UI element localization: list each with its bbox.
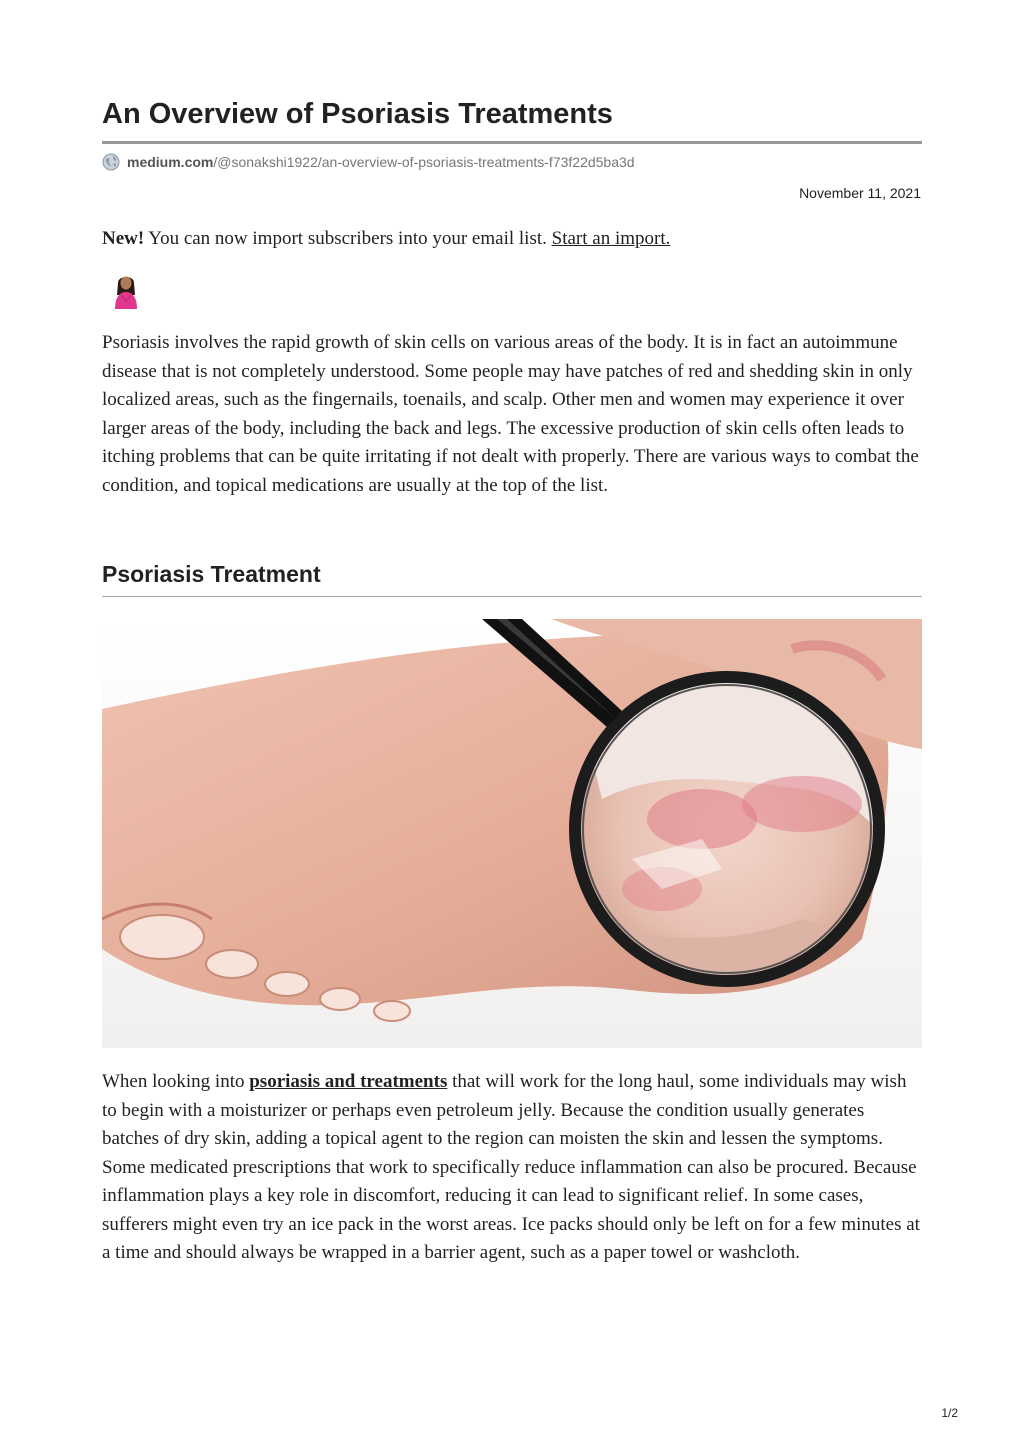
publish-date: November 11, 2021 xyxy=(799,185,921,201)
section-heading: Psoriasis Treatment xyxy=(102,561,321,587)
start-import-link[interactable]: Start an import. xyxy=(551,228,671,249)
source-link[interactable] xyxy=(102,152,635,172)
import-notice xyxy=(102,226,670,252)
notice-new-label: New! xyxy=(102,228,145,249)
section-divider xyxy=(102,596,922,597)
source-path[interactable]: /@sonakshi1922/an-overview-of-psoriasis-treatments-f73f22d5ba3d xyxy=(213,154,635,170)
body-paragraph xyxy=(102,1068,924,1268)
notice-text: You can now import subscribers into your email list. xyxy=(144,228,552,249)
author-avatar[interactable] xyxy=(107,271,145,309)
body-lead: When looking into xyxy=(102,1071,250,1092)
page-number: 1/2 xyxy=(941,1406,958,1420)
foot-magnifier-image xyxy=(102,619,922,1048)
psoriasis-treatments-link[interactable]: psoriasis and treatments xyxy=(249,1071,448,1092)
intro-paragraph: Psoriasis involves the rapid growth of skin cells on various areas of the body. It is in fact an autoimmune disease that is not completely understood. Some people may have patches of red and shedding skin in only localized areas, such as the fingernails, toenails, and scalp. Other men and women may experience it over larger areas of the body, including the back and legs. The excessive production of skin cells often leads to itching problems that can be quite irritating if not dealt with properly. There are various ways to combat the condition, and topical medications are usually at the top of the list. xyxy=(102,332,919,496)
title-divider xyxy=(102,141,922,144)
source-domain[interactable]: medium.com xyxy=(127,154,214,170)
article-title: An Overview of Psoriasis Treatments xyxy=(102,98,613,130)
globe-icon xyxy=(102,153,120,171)
body-rest: that will work for the long haul, some individuals may wish to begin with a moisturizer or perhaps even petroleum jelly. Because the condition usually generates batches of dry skin, adding a topical agent to the region can moisten the skin and lessen the symptoms. Some medicated prescriptions that work to specifically reduce inflammation can also be procured. Because inflammation plays a key role in discomfort, reducing it can lead to significant relief. In some cases, sufferers might even try an ice pack in the worst areas. Ice packs should only be left on for a few minutes at a time and should always be wrapped in a barrier agent, such as a paper towel or washcloth. xyxy=(102,1071,920,1263)
